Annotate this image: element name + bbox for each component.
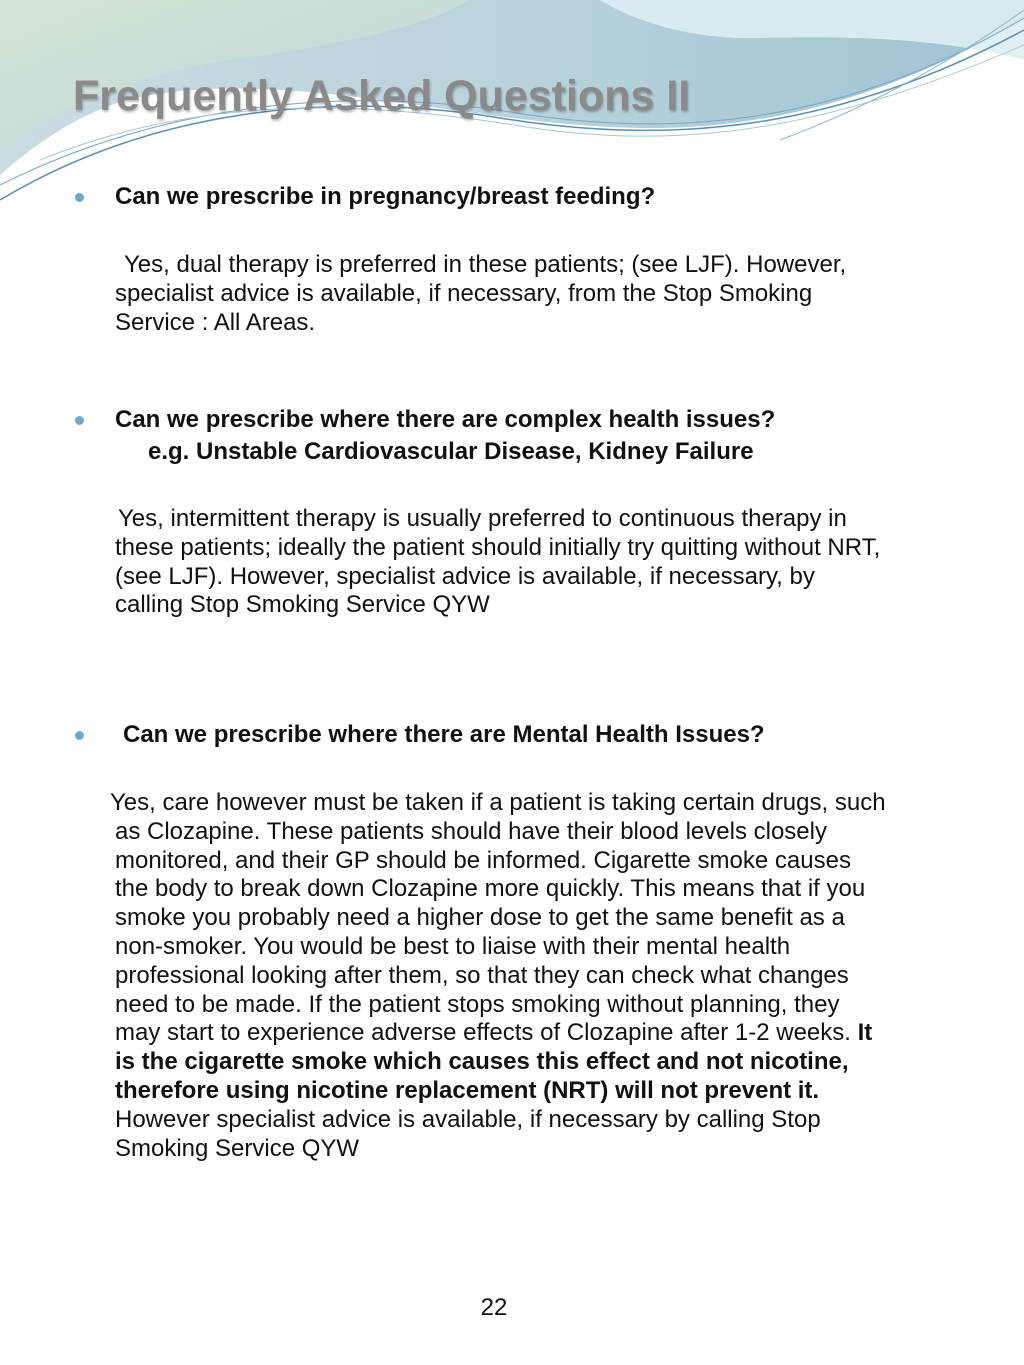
bullet-icon	[75, 416, 84, 425]
answer-line: Yes, care however must be taken if a patient is taking certain drugs, such	[110, 789, 886, 816]
answer-line-emphasis: It	[857, 1019, 873, 1047]
answer-line: the body to break down Clozapine more quickly. This means that if you	[115, 875, 866, 903]
answer-line: professional looking after them, so that they can check what changes	[115, 961, 849, 989]
answer-line: specialist advice is available, if necessary, from the Stop Smoking	[115, 279, 813, 307]
answer-line-emphasis: is the cigarette smoke which causes this effect and not nicotine,	[115, 1048, 849, 1076]
page-title: Frequently Asked Questions II	[73, 72, 691, 120]
faq-answer	[115, 251, 846, 337]
answer-line: monitored, and their GP should be informed. Cigarette smoke causes	[115, 846, 851, 874]
answer-line: Yes, dual therapy is preferred in these patients; (see LJF). However,	[124, 251, 847, 278]
faq-question-subtitle: e.g. Unstable Cardiovascular Disease, Kidney Failure	[148, 438, 754, 465]
answer-line-emphasis: therefore using nicotine replacement (NRT) will not prevent it.	[115, 1076, 820, 1104]
answer-line: non-smoker. You would be best to liaise with their mental health	[115, 932, 791, 960]
faq-question: Can we prescribe in pregnancy/breast feeding?	[115, 183, 656, 210]
answer-line: smoke you probably need a higher dose to get the same benefit as a	[115, 904, 845, 932]
faq-question: Can we prescribe where there are complex health issues?	[115, 406, 776, 433]
bullet-icon	[75, 731, 84, 740]
answer-line	[115, 1019, 886, 1048]
answer-line: Smoking Service QYW	[115, 1134, 360, 1162]
answer-line: need to be made. If the patient stops smoking without planning, they	[115, 990, 840, 1018]
answer-line-text: may start to experience adverse effects of Clozapine after 1-2 weeks.	[115, 1019, 858, 1047]
answer-line: Service : All Areas.	[115, 308, 316, 336]
answer-line: (see LJF). However, specialist advice is available, if necessary, by	[115, 562, 815, 590]
answer-line: these patients; ideally the patient should initially try quitting without NRT,	[115, 533, 881, 561]
answer-line: However specialist advice is available, if necessary by calling Stop	[115, 1105, 821, 1133]
answer-line: as Clozapine. These patients should have their blood levels closely	[115, 817, 827, 845]
faq-answer	[115, 505, 880, 620]
answer-line: Yes, intermittent therapy is usually preferred to continuous therapy in	[118, 505, 847, 532]
answer-line: calling Stop Smoking Service QYW	[115, 591, 490, 619]
page-number: 22	[480, 1294, 508, 1321]
faq-answer	[110, 789, 886, 1163]
bullet-icon	[75, 193, 84, 202]
faq-question: Can we prescribe where there are Mental Health Issues?	[123, 721, 765, 748]
